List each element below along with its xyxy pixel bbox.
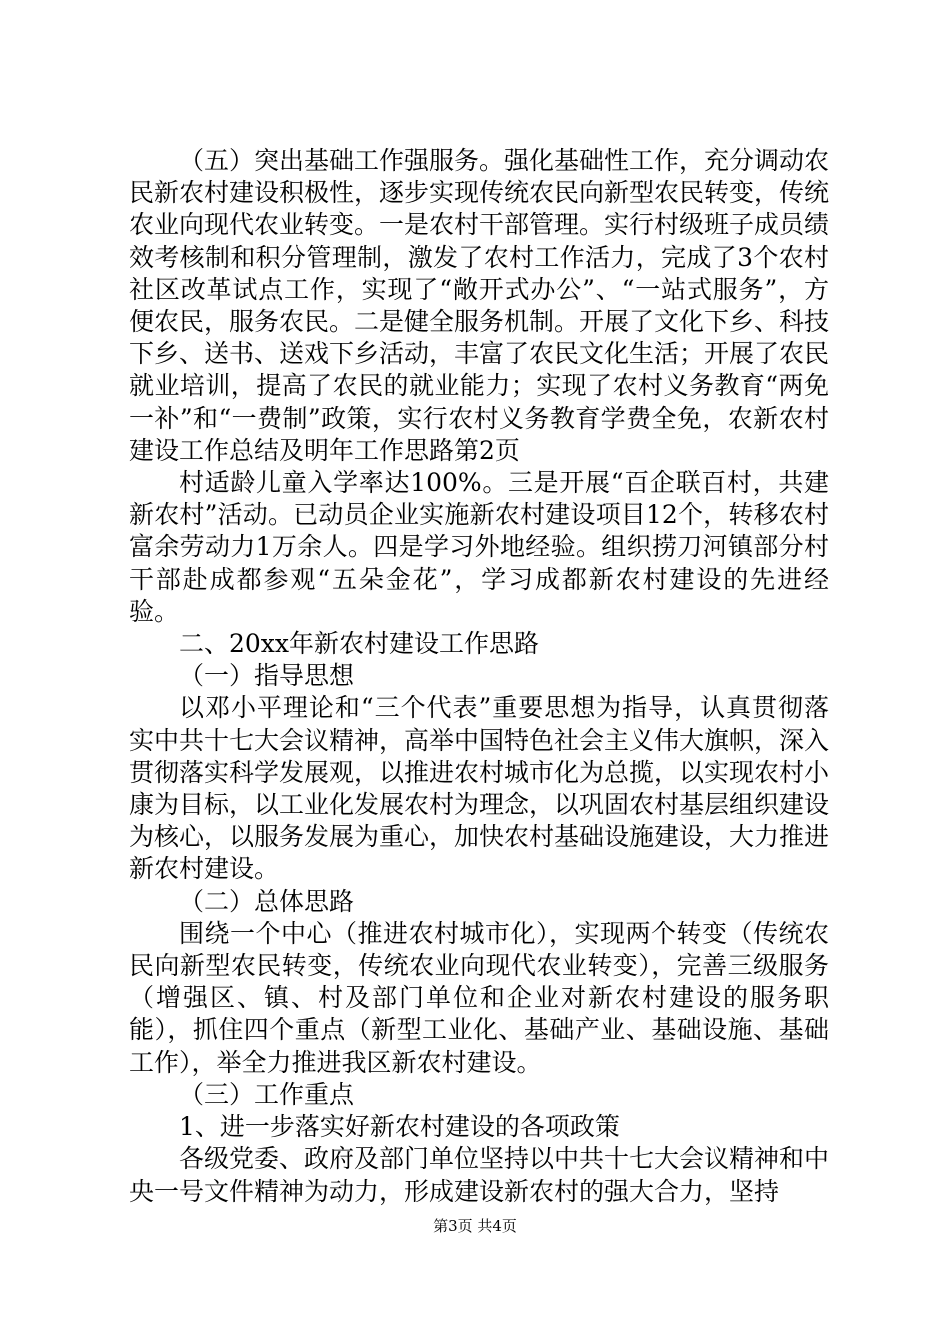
paragraph-overall-approach: 围绕一个中心（推进农村城市化），实现两个转变（传统农民向新型农民转变，传统农业向现代农业转变），完善三级服务（增强区、镇、村及部门单位和企业对新农村建设的服务职能），抓住四个重点（新型工业化、基础产业、基础设施、基础工作），举全力推进我区新农村建设。: [129, 918, 829, 1077]
paragraph-guiding-thought: 以邓小平理论和“三个代表”重要思想为指导，认真贯彻落实中共十七大会议精神，高举中国特色社会主义伟大旗帜，深入贯彻落实科学发展观，以推进农村城市化为总揽，以实现农村小康为目标，以工业化发展农村为理念，以巩固农村基层组织建设为核心，以服务发展为重心，加快农村基础设施建设，大力推进新农村建设。: [129, 693, 830, 884]
subheading-guiding-thought: （一）指导思想: [179, 661, 355, 691]
paragraph-enrollment-continuation: 村适龄儿童入学率达100%。三是开展“百企联百村，共建新农村”活动。已动员企业实施新农村建设项目12个，转移农村富余劳动力1万余人。四是学习外地经验。组织捞刀河镇部分村干部赴成都参观“五朵金花”，学习成都新农村建设的先进经验。: [129, 468, 829, 626]
page-footer: 第3页 共4页: [433, 1217, 517, 1235]
heading-work-plan: 二、20xx年新农村建设工作思路: [179, 629, 540, 659]
document-body: [129, 145, 829, 1208]
subheading-overall-approach: （二）总体思路: [179, 886, 355, 916]
paragraph-section-5-services: （五）突出基础工作强服务。强化基础性工作，充分调动农民新农村建设积极性，逐步实现传统农民向新型农民转变，传统农业向现代农业转变。一是农村干部管理。实行村级班子成员绩效考核制和积分管理制，激发了农村工作活力，完成了3个农村社区改革试点工作，实现了“敞开式办公”、“一站式服务”，方便农民，服务农民。二是健全服务机制。开展了文化下乡、科技下乡、送书、送戏下乡活动，丰富了农民文化生活；开展了农民就业培训，提高了农民的就业能力；实现了农村义务教育“两免一补”和“一费制”政策，实行农村义务教育学费全免，农新农村建设工作总结及明年工作思路第2页: [129, 146, 830, 465]
paragraph-party-committees: 各级党委、政府及部门单位坚持以中共十七大会议精神和中央一号文件精神为动力，形成建设新农村的强大合力，坚持: [129, 1144, 830, 1206]
subheading-implement-policies: 1、进一步落实好新农村建设的各项政策: [179, 1112, 620, 1142]
subheading-work-priorities: （三）工作重点: [179, 1079, 355, 1109]
